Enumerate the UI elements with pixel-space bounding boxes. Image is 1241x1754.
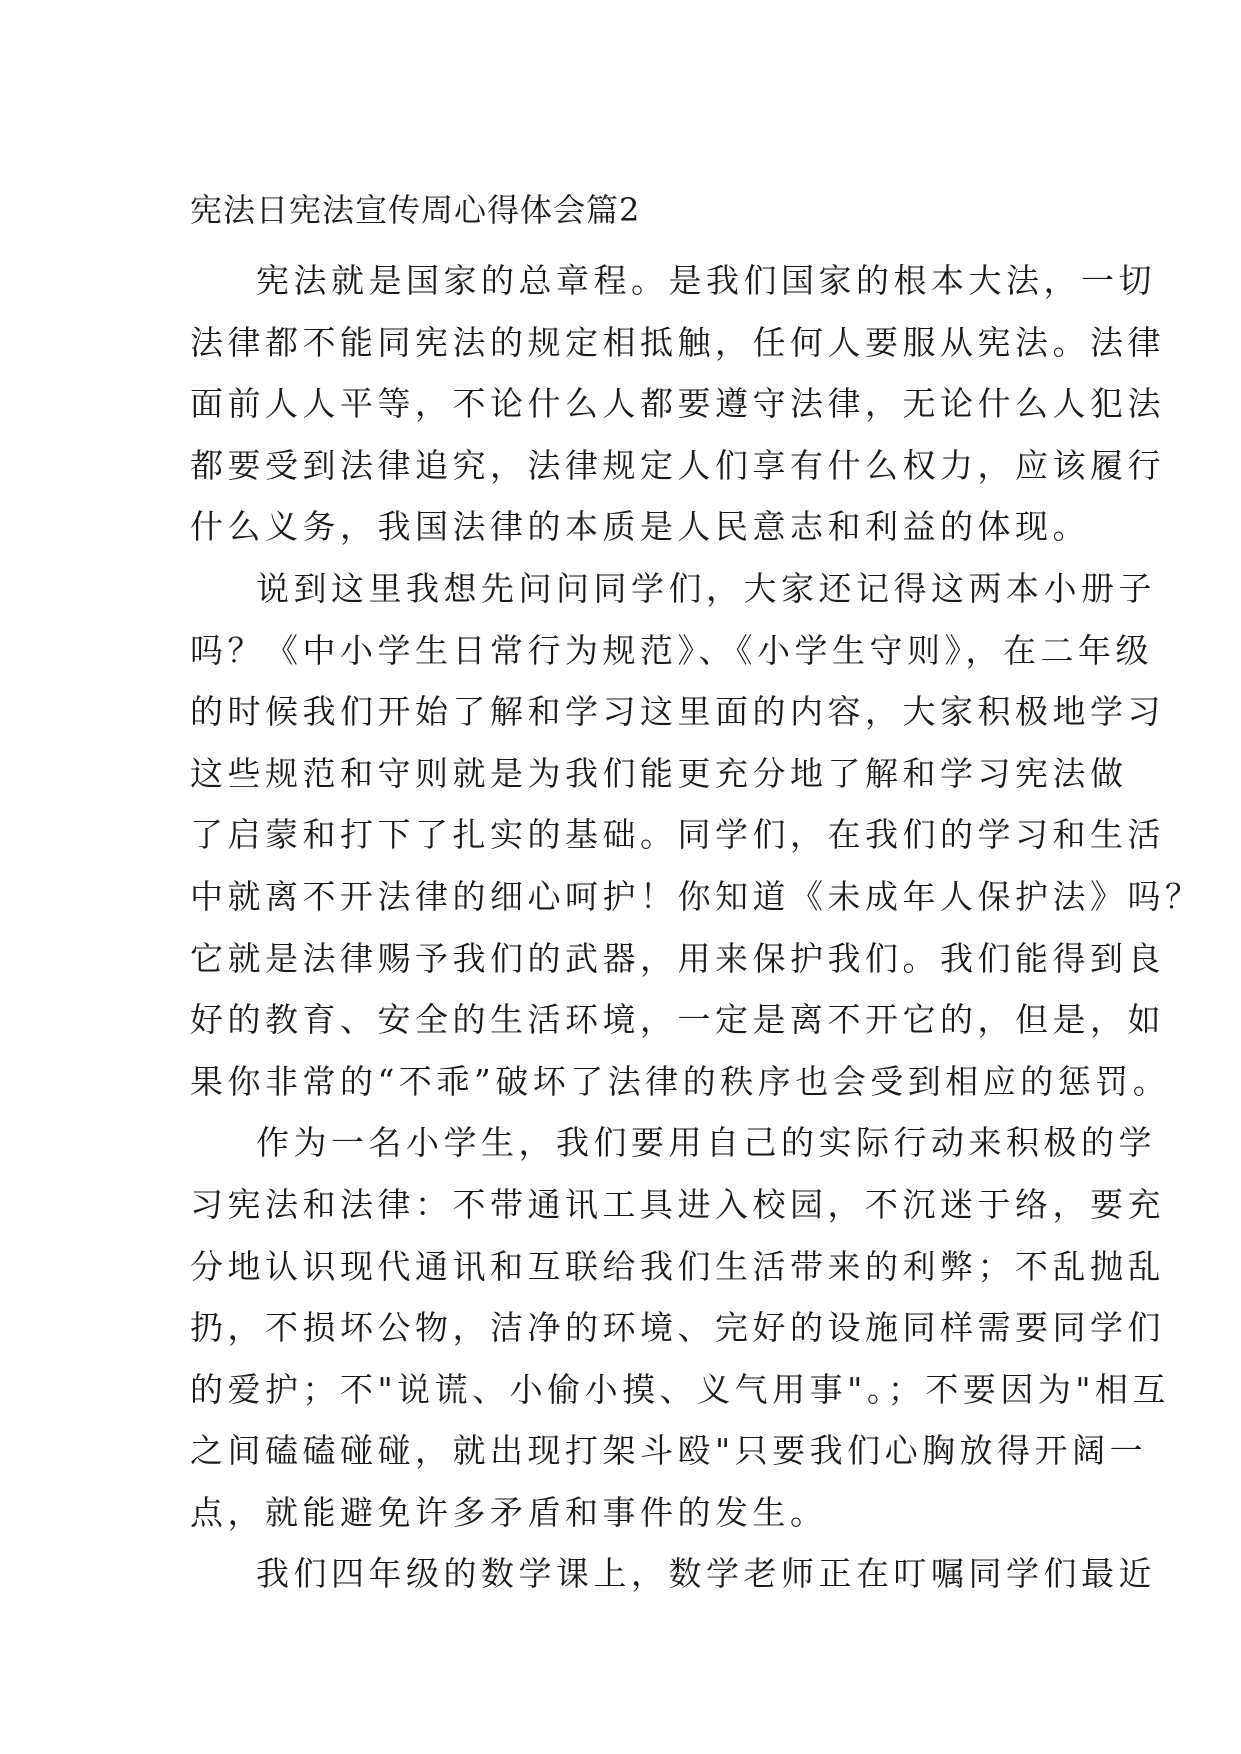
paragraph-3 [190,1112,1171,1543]
text-line: 面前人人平等，不论什么人都要遵守法律，无论什么人犯法 [190,384,1165,424]
text-line: 我们四年级的数学课上，数学老师正在叮嘱同学们最近 [256,1554,1156,1594]
text-line: 说到这里我想先问问同学们，大家还记得这两本小册子 [256,568,1156,608]
paragraph-4 [190,1543,1156,1605]
text-line: 之间磕磕碰碰，就出现打架斗殴"只要我们心胸放得开阔一 [190,1431,1148,1471]
text-line: 作为一名小学生，我们要用自己的实际行动来积极的学 [256,1123,1156,1163]
text-line: 分地认识现代通讯和互联给我们生活带来的利弊；不乱抛乱 [190,1246,1165,1286]
paragraph-1 [190,250,1165,558]
text-line: 法律都不能同宪法的规定相抵触，任何人要服从宪法。法律 [190,322,1165,362]
text-line: 宪法就是国家的总章程。是我们国家的根本大法，一切 [256,261,1156,300]
document-title: 宪法日宪法宣传周心得体会篇2 [190,191,641,229]
text-line: 了启蒙和打下了扎实的基础。同学们，在我们的学习和生活 [190,815,1165,855]
text-line: 的时候我们开始了解和学习这里面的内容，大家积极地学习 [190,692,1165,732]
text-line: 中就离不开法律的细心呵护！你知道《未成年人保护法》吗？ [190,876,1203,916]
paragraph-2 [190,558,1203,1112]
text-line: 果你非常的“不乖”破坏了法律的秩序也会受到相应的惩罚。 [190,1061,1171,1101]
text-line: 扔，不损坏公物，洁净的环境、完好的设施同样需要同学们 [190,1308,1165,1348]
text-line: 点，就能避免许多矛盾和事件的发生。 [190,1492,828,1532]
text-line: 这些规范和守则就是为我们能更充分地了解和学习宪法做 [190,753,1128,793]
text-line: 吗？《中小学生日常行为规范》、《小学生守则》，在二年级 [190,630,1153,670]
document-body [190,250,1203,1605]
text-line: 都要受到法律追究，法律规定人们享有什么权力，应该履行 [190,445,1165,485]
text-line: 好的教育、安全的生活环境，一定是离不开它的，但是，如 [190,1000,1165,1040]
text-line: 什么义务，我国法律的本质是人民意志和利益的体现。 [190,507,1090,547]
text-line: 习宪法和法律：不带通讯工具进入校园，不沉迷于络，要充 [190,1184,1165,1224]
text-line: 的爱护；不"说谎、小偷小摸、义气用事"。；不要因为"相互 [190,1369,1171,1409]
text-line: 它就是法律赐予我们的武器，用来保护我们。我们能得到良 [190,938,1165,978]
